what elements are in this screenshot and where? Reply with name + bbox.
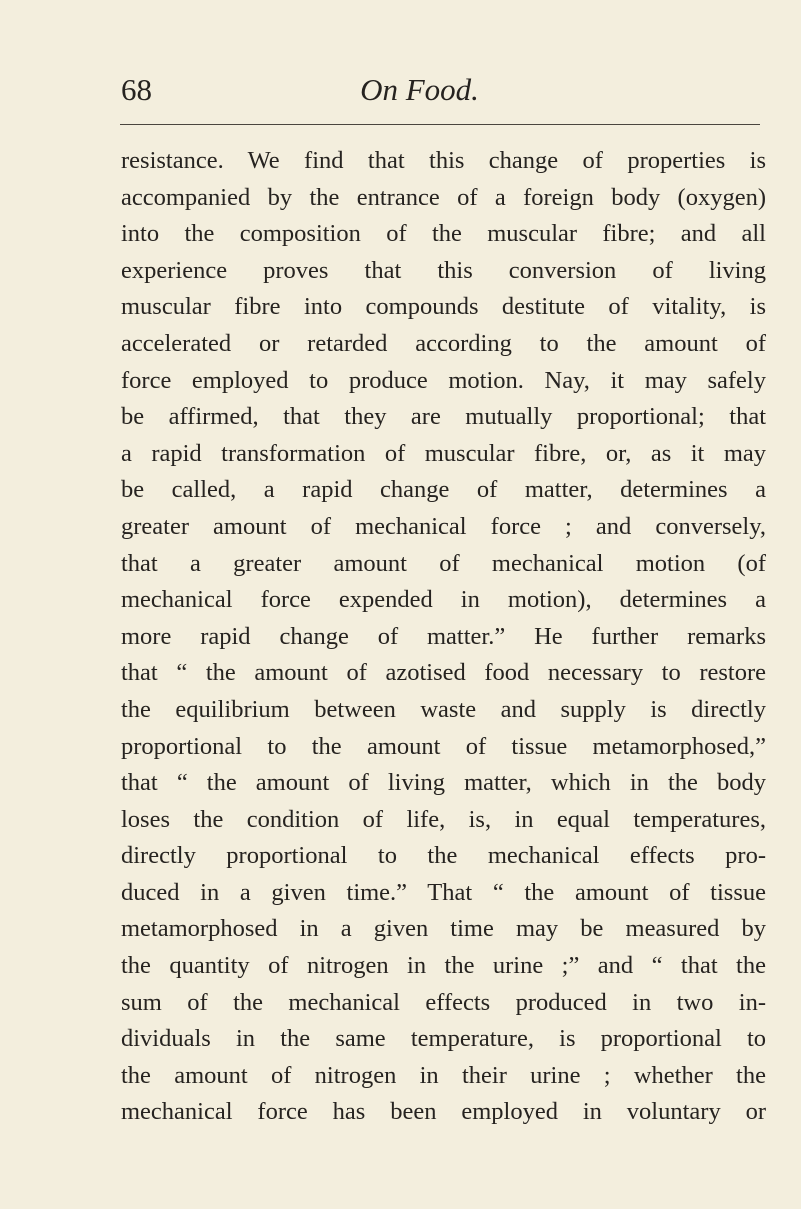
text-line: the equilibrium between waste and supply is directly [121, 695, 766, 723]
running-title: On Food. [360, 72, 479, 107]
text-line: be affirmed, that they are mutually proportional; that [121, 403, 766, 431]
text-line: metamorphosed in a given time may be measured by [121, 915, 766, 943]
header-rule [120, 124, 760, 125]
text-line: accelerated or retarded according to the amount of [121, 329, 766, 357]
text-line: resistance. We find that this change of properties is [121, 147, 766, 174]
text-line: directly proportional to the mechanical effects pro- [121, 842, 766, 870]
text-line: that “ the amount of living matter, which in the body [121, 769, 766, 797]
text-line: accompanied by the entrance of a foreign body (oxygen) [121, 183, 766, 211]
text-line: a rapid transformation of muscular fibre, or, as it may [121, 439, 766, 467]
text-line: muscular fibre into compounds destitute of vitality, is [121, 293, 766, 321]
text-line: experience proves that this conversion of living [121, 256, 766, 284]
text-line: that “ the amount of azotised food necessary to restore [121, 659, 766, 687]
text-line: mechanical force expended in motion), determines a [121, 586, 766, 614]
text-line: loses the condition of life, is, in equal temperatures, [121, 805, 766, 833]
page-header [0, 70, 801, 110]
text-line: be called, a rapid change of matter, determines a [121, 476, 766, 504]
text-line: more rapid change of matter.” He further remarks [121, 622, 766, 650]
text-line: the quantity of nitrogen in the urine ;” and “ that the [121, 952, 766, 980]
text-line: that a greater amount of mechanical motion (of [121, 549, 766, 577]
text-line: dividuals in the same temperature, is proportional to [121, 1025, 766, 1053]
body-text [121, 143, 766, 1131]
page-number: 68 [121, 72, 152, 107]
text-line: force employed to produce motion. Nay, it may safely [121, 366, 766, 394]
text-line: mechanical force has been employed in voluntary or [121, 1098, 766, 1126]
text-line: proportional to the amount of tissue metamorphosed,” [121, 732, 766, 760]
text-line: into the composition of the muscular fibre; and all [121, 220, 766, 248]
text-line: greater amount of mechanical force ; and conversely, [121, 512, 766, 540]
text-line: the amount of nitrogen in their urine ; whether the [121, 1061, 766, 1089]
text-line: duced in a given time.” That “ the amount of tissue [121, 878, 766, 906]
text-line: sum of the mechanical effects produced in two in- [121, 988, 766, 1016]
